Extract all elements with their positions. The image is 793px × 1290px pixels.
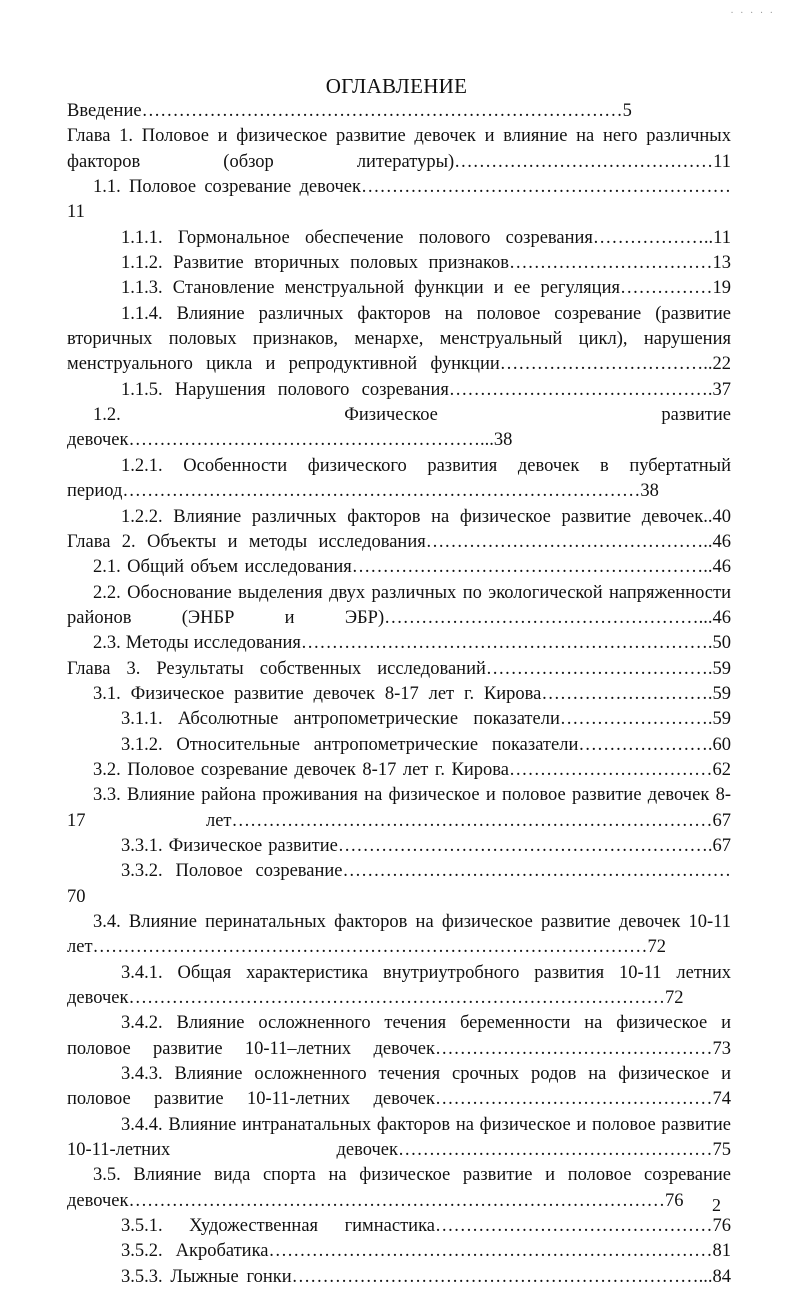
toc-entry-title: 3.5.1. Художественная гимнастика: [121, 1216, 435, 1237]
toc-entry-title: 1.2.2. Влияние различных факторов на физическое развитие девочек..: [121, 506, 713, 527]
toc-leader-dots: ……………………………………………………………………………: [128, 988, 666, 1009]
toc-entry-title: 1.2. Физическое развитие девочек: [67, 405, 731, 451]
toc-leader-dots: ……………………………………………………………………: [141, 101, 623, 121]
toc-entry-title: Глава 3. Результаты собственных исследований: [67, 658, 486, 679]
toc-entry: [67, 834, 731, 859]
toc-entry-title: 1.1.2. Развитие вторичных половых признаков: [121, 253, 509, 274]
toc-leader-dots: ……………………………………………………: [361, 177, 731, 198]
toc-entry: [67, 175, 731, 226]
toc-entry: [67, 302, 731, 378]
toc-entry-title: 1.1.3. Становление менструальной функции и ее регуляция: [121, 278, 620, 299]
toc-leader-dots: ……………………………………………………………………………: [128, 1190, 666, 1211]
toc-entry: [67, 859, 731, 910]
toc-entry-page: 5: [622, 101, 632, 121]
toc-entry-page: 11: [713, 151, 731, 172]
toc-entry-page: 50: [712, 633, 731, 654]
toc-entry: [67, 1214, 731, 1239]
toc-entry-title: 2.2. Обоснование выделения двух различных по экологической напряженности районов (ЭНБР и ЭБР): [67, 582, 731, 628]
toc-entry-title: 1.1.1. Гормональное обеспечение полового созревания: [121, 227, 593, 248]
table-of-contents: [67, 99, 731, 1290]
toc-entry-page: 67: [712, 810, 731, 831]
toc-entry: [67, 631, 731, 656]
toc-entry-title: 2.3. Методы исследования: [93, 633, 301, 654]
toc-entry-page: 60: [712, 734, 731, 755]
toc-entry: [67, 555, 731, 580]
toc-leader-dots: …………………….: [559, 709, 713, 730]
toc-entry-page: 46: [712, 557, 731, 578]
toc-entry-title: 3.5.2. Акробатика: [121, 1241, 269, 1262]
toc-entry-title: 3.5.3. Лыжные гонки: [121, 1266, 292, 1287]
toc-entry: [67, 682, 731, 707]
toc-entry: [67, 378, 731, 403]
toc-leader-dots: ……………………………: [509, 253, 713, 274]
toc-entry-title: Глава 2. Объекты и методы исследования: [67, 531, 426, 552]
toc-entry-page: 76: [665, 1190, 684, 1211]
toc-entry: [67, 733, 731, 758]
toc-leader-dots: …………………………………………………..: [351, 557, 713, 578]
toc-entry-page: 81: [712, 1241, 731, 1262]
toc-entry-title: Введение: [67, 101, 142, 121]
toc-leader-dots: ………………………………………: [435, 1089, 713, 1110]
toc-entry-title: 3.5. Влияние вида спорта на физическое развитие и половое созревание девочек: [67, 1165, 731, 1211]
toc-entry-title: 1.1. Половое созревание девочек: [93, 177, 361, 198]
toc-entry-page: 75: [712, 1140, 731, 1161]
toc-leader-dots: ………………………………………………………………: [268, 1241, 713, 1262]
toc-entry-page: 11: [67, 202, 85, 223]
toc-entry-page: 40: [712, 506, 731, 527]
toc-entry: [67, 1011, 731, 1062]
toc-leader-dots: …………………………………………………...: [128, 430, 494, 451]
toc-entry-title: 1.2.1. Особенности физического развития девочек в пубертатный период: [67, 455, 731, 502]
toc-entry: [67, 910, 731, 961]
toc-leader-dots: ………………………………………………………….: [300, 633, 713, 654]
toc-entry: [67, 251, 731, 276]
toc-entry-page: 76: [712, 1216, 731, 1237]
toc-leader-dots: ……………………………: [509, 759, 713, 780]
toc-entry: [67, 505, 731, 530]
toc-entry-title: 3.4.2. Влияние осложненного течения беременности на физическое и половое развитие 10-11–летних девочек: [67, 1013, 731, 1059]
toc-entry: [67, 961, 731, 1012]
toc-entry: [67, 276, 731, 301]
toc-entry-page: 46: [712, 531, 731, 552]
toc-entry-page: 38: [640, 481, 659, 502]
toc-entry: [67, 530, 731, 555]
toc-leader-dots: ……………………………….: [485, 658, 713, 679]
toc-entry: [67, 1113, 731, 1164]
toc-entry-title: 3.2. Половое созревание девочек 8-17 лет г. Кирова: [93, 759, 509, 780]
toc-leader-dots: ………………………………………: [435, 1216, 713, 1237]
toc-leader-dots: ……………………………………: [454, 151, 714, 172]
toc-entry-title: 3.3.2. Половое созревание: [121, 861, 343, 882]
toc-entry: [67, 758, 731, 783]
toc-entry: [67, 707, 731, 732]
toc-entry-page: 37: [712, 379, 731, 400]
toc-entry: [67, 226, 731, 251]
toc-entry-page: 38: [493, 430, 513, 451]
toc-entry-page: 70: [67, 886, 86, 907]
toc-entry-page: 67: [712, 835, 731, 856]
toc-entry-page: 84: [712, 1266, 731, 1287]
toc-leader-dots: ………………………………………: [435, 1038, 713, 1059]
toc-entry-page: 73: [712, 1038, 731, 1059]
toc-leader-dots: …………………………………….: [448, 379, 713, 400]
toc-entry-page: 11: [713, 227, 731, 248]
toc-entry-page: 19: [712, 278, 731, 299]
toc-entry: [67, 1062, 731, 1113]
toc-entry-title: 3.4. Влияние перинатальных факторов на физическое развитие девочек 10-11 лет: [67, 912, 731, 958]
toc-leader-dots: ………………….: [578, 734, 713, 755]
toc-entry-title: 2.1. Общий объем исследования: [93, 557, 352, 578]
toc-entry-title: 3.4.1. Общая характеристика внутриутробного развития 10-11 летних девочек: [67, 962, 731, 1009]
toc-entry: [67, 581, 731, 632]
toc-leader-dots: …………………………………………………….: [337, 835, 713, 856]
toc-entry-page: 59: [712, 709, 731, 730]
toc-leader-dots: ……………………………………………: [398, 1140, 713, 1161]
toc-leader-dots: ………………………………………………………: [342, 861, 731, 882]
toc-entry-page: 22: [712, 354, 731, 375]
toc-entry: [67, 454, 731, 505]
toc-entry-title: 3.4.3. Влияние осложненного течения срочных родов на физическое и половое развитие 10-11-летних девочек: [67, 1064, 731, 1110]
toc-leader-dots: …………………………………………………………...: [291, 1266, 713, 1287]
toc-leader-dots: ……………: [620, 278, 713, 299]
toc-leader-dots: ……………………………………………………………………: [231, 810, 713, 831]
toc-entry: [67, 1265, 731, 1290]
toc-entry: [67, 1239, 731, 1264]
toc-entry-title: 3.4.4. Влияние интранатальных факторов на физическое и половое развитие 10-11-летних девочек: [67, 1114, 731, 1161]
toc-entry: [67, 1163, 731, 1214]
toc-entry: [67, 657, 731, 682]
page-number: 2: [712, 1195, 721, 1215]
toc-entry: [67, 124, 731, 175]
toc-entry-title: 1.1.5. Нарушения полового созревания: [121, 379, 449, 400]
toc-leader-dots: ………………..: [592, 227, 714, 248]
toc-entry-title: 3.3.1. Физическое развитие: [121, 835, 338, 856]
toc-entry-title: 1.1.4. Влияние различных факторов на половое созревание (развитие вторичных половых признаков, менархе, менструальный цикл), нарушения менструального цикла и репродуктивной функции: [67, 303, 731, 375]
toc-entry-title: 3.1.1. Абсолютные антропометрические показатели: [121, 709, 560, 730]
toc-leader-dots: …………………………………………………………………………: [122, 481, 641, 502]
toc-entry-page: 74: [712, 1089, 731, 1110]
toc-entry-title: 3.1.2. Относительные антропометрические показатели: [121, 734, 579, 755]
toc-entry-page: 72: [665, 988, 684, 1009]
toc-entry-page: 62: [712, 759, 731, 780]
toc-entry: [67, 99, 731, 124]
toc-leader-dots: ……………………….: [541, 683, 713, 704]
toc-entry-page: 59: [712, 683, 731, 704]
toc-leader-dots: ………………………………………………………………………………: [92, 937, 648, 958]
toc-entry: [67, 403, 731, 454]
toc-entry-title: Глава 1. Половое и физическое развитие девочек и влияние на него различных факторов (обзор литературы): [67, 126, 731, 172]
toc-entry-page: 13: [712, 253, 731, 274]
toc-leader-dots: ………………………………………..: [425, 531, 713, 552]
toc-leader-dots: ……………………………………………...: [384, 607, 713, 628]
scan-marks: · · · · ·: [730, 8, 775, 19]
toc-entry-page: 59: [712, 658, 731, 679]
page-title: ОГЛАВЛЕНИЕ: [325, 74, 468, 98]
toc-entry-page: 46: [712, 607, 731, 628]
toc-entry-page: 72: [647, 937, 667, 958]
toc-leader-dots: ……………………………..: [499, 354, 713, 375]
toc-entry: [67, 783, 731, 834]
toc-entry-title: 3.3. Влияние района проживания на физическое и половое развитие девочек 8-17 лет: [67, 785, 731, 831]
toc-entry-title: 3.1. Физическое развитие девочек 8-17 лет г. Кирова: [93, 683, 542, 704]
